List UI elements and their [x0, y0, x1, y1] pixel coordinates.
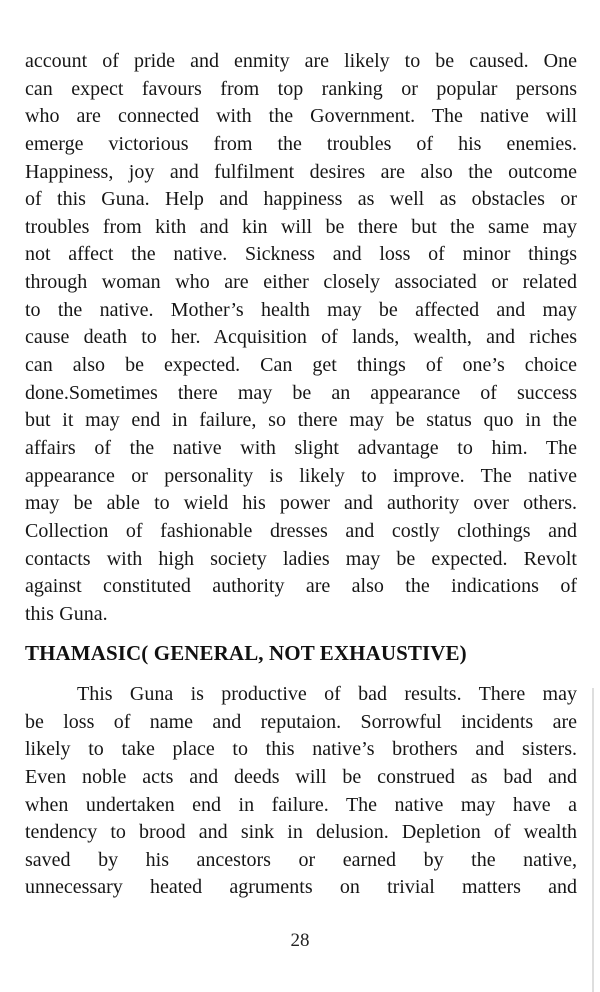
text-line: Even noble acts and deeds will be construed as bad and	[25, 765, 577, 788]
text-line: This Guna is productive of bad results. There may	[77, 683, 577, 705]
paragraph-continuation	[25, 48, 577, 628]
text-line: may be able to wield his power and authority over others.	[25, 492, 577, 515]
text-line: can also be expected. Can get things of one’s choice	[25, 354, 577, 377]
text-line: emerge victorious from the troubles of his enemies.	[25, 132, 577, 155]
text-line: be loss of name and reputaion. Sorrowful incidents are	[25, 710, 577, 733]
text-line: Happiness, joy and fulfilment desires are also the outcome	[25, 160, 577, 183]
text-line: account of pride and enmity are likely to be caused. One	[25, 50, 577, 72]
page-number: 28	[290, 930, 310, 951]
text-line: against constituted authority are also the indications of	[25, 575, 577, 598]
scan-edge-artifact	[592, 688, 594, 992]
text-line: affairs of the native with slight advantage to him. The	[25, 436, 577, 459]
text-line: Collection of fashionable dresses and costly clothings and	[25, 519, 577, 542]
text-line: who are connected with the Government. The native will	[25, 105, 577, 128]
text-line: appearance or personality is likely to improve. The native	[25, 464, 577, 487]
text-line: can expect favours from top ranking or popular persons	[25, 77, 577, 100]
text-line: through woman who are either closely associated or related	[25, 271, 577, 294]
paragraph-thamasic	[25, 681, 577, 902]
text-line: when undertaken end in failure. The native may have a	[25, 793, 577, 816]
text-line: tendency to brood and sink in delusion. Depletion of wealth	[25, 821, 577, 844]
text-line: of this Guna. Help and happiness as well as obstacles or	[25, 188, 577, 211]
text-line: this Guna.	[25, 602, 108, 625]
section-heading: THAMASIC( GENERAL, NOT EXHAUSTIVE)	[25, 641, 467, 665]
text-line: troubles from kith and kin will be there but the same may	[25, 215, 577, 238]
text-line: but it may end in failure, so there may be status quo in the	[25, 409, 577, 432]
text-line: likely to take place to this native’s brothers and sisters.	[25, 738, 577, 761]
text-line: unnecessary heated agruments on trivial matters and	[25, 876, 577, 899]
text-line: not affect the native. Sickness and loss of minor things	[25, 243, 577, 266]
text-line: saved by his ancestors or earned by the native,	[25, 848, 577, 871]
text-line: contacts with high society ladies may be expected. Revolt	[25, 547, 577, 570]
text-line: to the native. Mother’s health may be affected and may	[25, 298, 577, 321]
text-line: cause death to her. Acquisition of lands, wealth, and riches	[25, 326, 577, 349]
text-line: done.Sometimes there may be an appearance of success	[25, 381, 577, 404]
